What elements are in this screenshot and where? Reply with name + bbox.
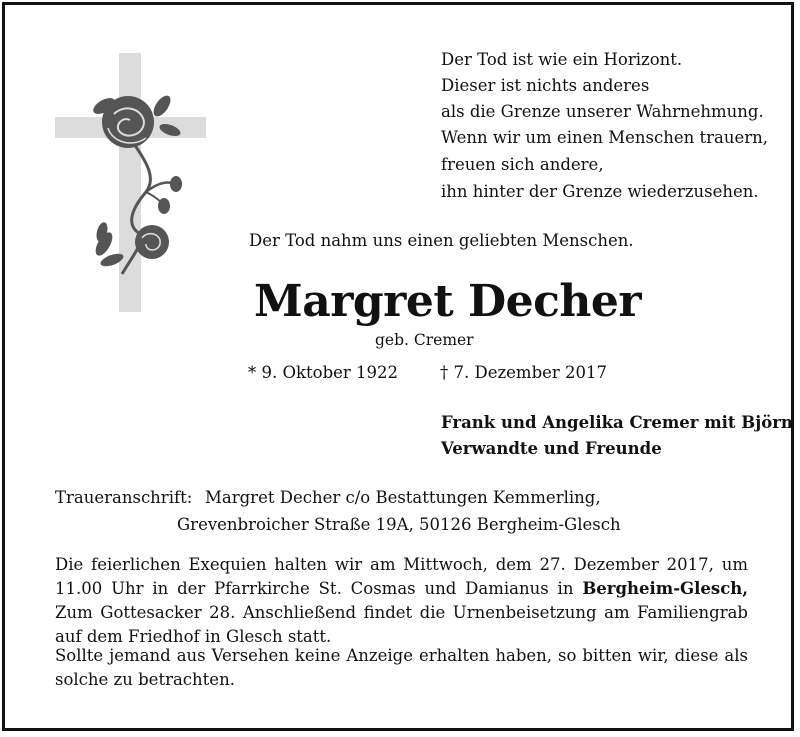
closing-paragraph: Sollte jemand aus Versehen keine Anzeige erhalten haben, so bitten wir, diese als solche zu betrachten. [55,646,748,689]
service-place: Bergheim-Glesch, [582,579,748,598]
intro-text: Der Tod nahm uns einen geliebten Menschen. [249,231,634,250]
poem-line: als die Grenze unserer Wahrnehmung. [441,102,764,121]
maiden-name: geb. Cremer [375,331,474,349]
mourners-line: Frank und Angelika Cremer mit Björn [441,413,793,432]
poem-line: freuen sich andere, [441,155,604,174]
death-date: † 7. Dezember 2017 [440,363,608,382]
service-text: Zum Gottesacker 28. Anschließend findet die Urnenbeisetzung am Familiengrab auf dem Friedhof in Glesch statt. [55,603,748,646]
service-text: Die feierlichen Exequien halten wir am Mittwoch, dem 27. Dezember 2017, um 11.00 Uhr in der Pfarrkirche St. Cosmas und Damianus in [55,555,748,598]
address-line-2: Grevenbroicher Straße 19A, 50126 Bergheim-Glesch [177,515,621,534]
address-label: Traueranschrift: [55,488,193,507]
poem-line: Wenn wir um einen Menschen trauern, [441,128,768,147]
deceased-name: Margret Decher [254,276,642,327]
poem-line: Dieser ist nichts anderes [441,76,650,95]
poem-line: ihn hinter der Grenze wiederzusehen. [441,182,759,201]
poem-line: Der Tod ist wie ein Horizont. [441,50,683,69]
mourners-line: Verwandte und Freunde [441,439,662,458]
birth-date: * 9. Oktober 1922 [248,363,399,382]
service-paragraph [55,553,748,649]
address-line-1: Margret Decher c/o Bestattungen Kemmerling, [205,488,601,507]
roses-icon [84,84,194,279]
